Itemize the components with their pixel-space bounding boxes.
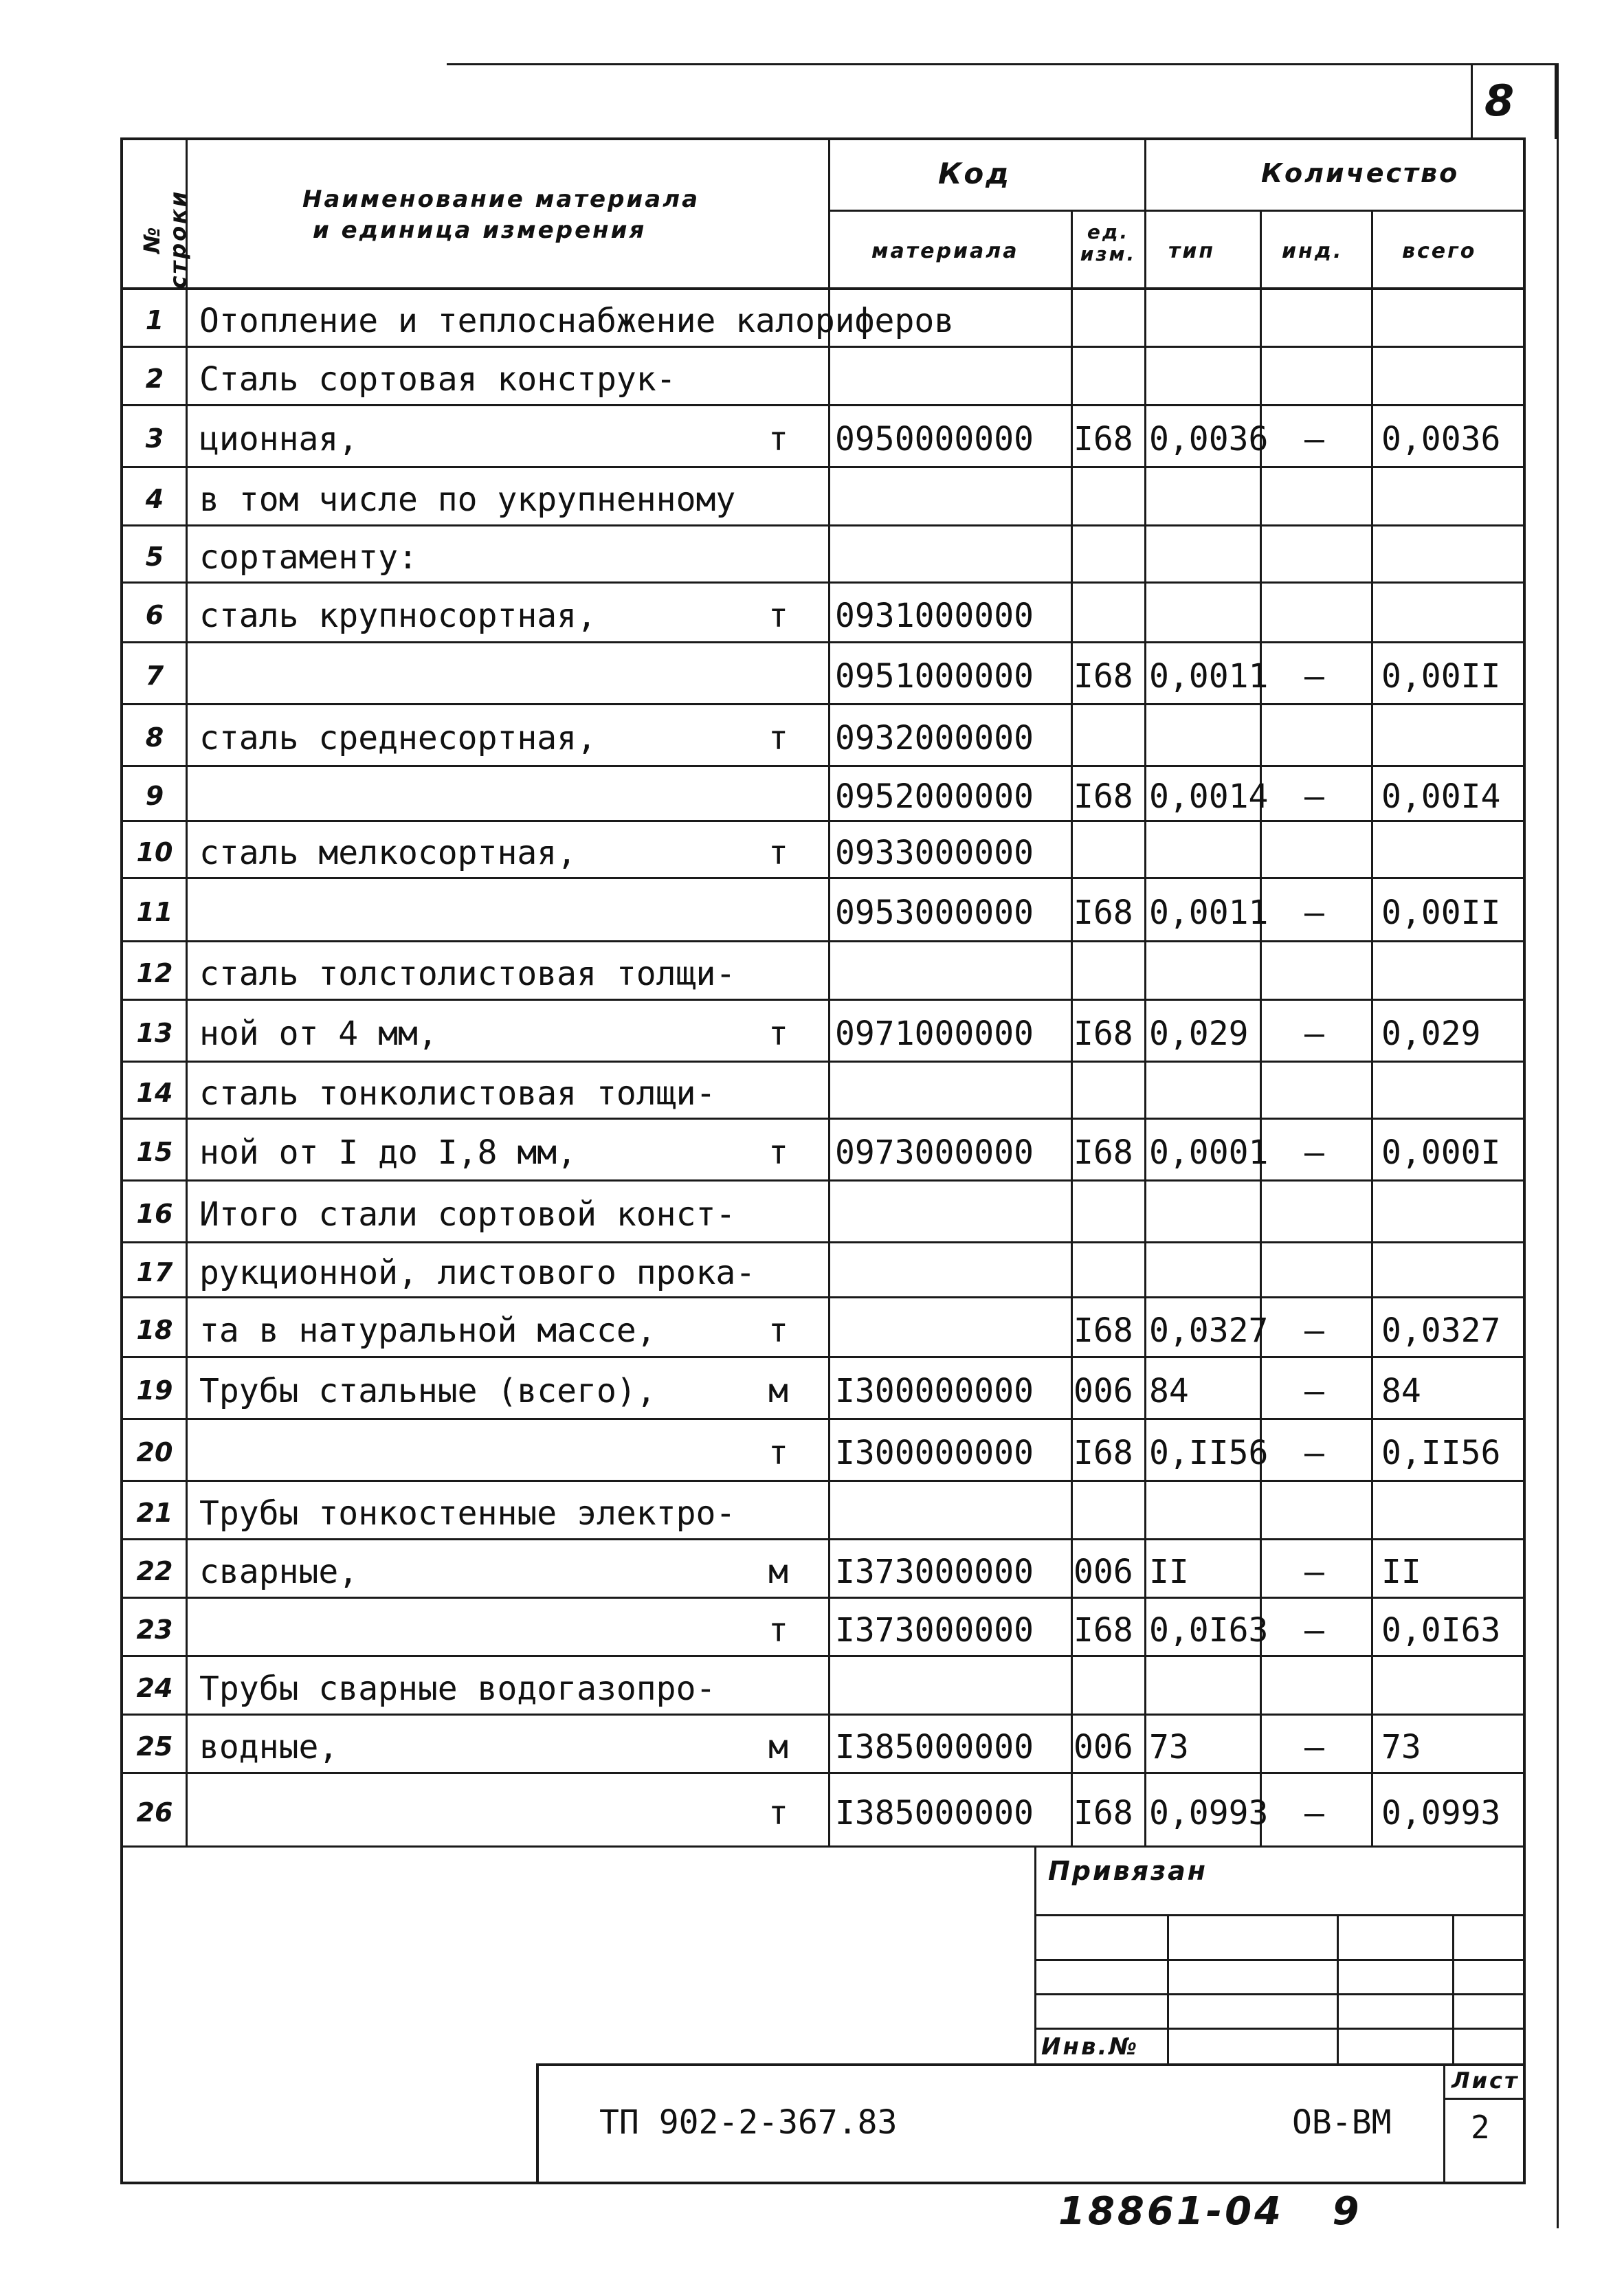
row-number: 7 bbox=[145, 661, 164, 691]
row-name: ной от 4 мм, bbox=[199, 1014, 438, 1053]
row-border bbox=[120, 641, 1526, 643]
row-name: сварные, bbox=[199, 1552, 359, 1591]
row-unit-code: I68 bbox=[1074, 1133, 1133, 1172]
row-border bbox=[120, 1356, 1526, 1358]
row-ind-qty: – bbox=[1304, 1133, 1324, 1172]
row-total-qty: 0,00I4 bbox=[1381, 777, 1501, 816]
row-border bbox=[120, 877, 1526, 879]
row-type-qty: II bbox=[1149, 1552, 1189, 1591]
row-name: сталь толстолистовая толщи- bbox=[199, 954, 736, 993]
row-number: 5 bbox=[145, 541, 164, 572]
row-type-qty: 84 bbox=[1149, 1372, 1189, 1410]
row-border bbox=[120, 999, 1526, 1001]
row-type-qty: 0,029 bbox=[1149, 1014, 1249, 1053]
row-unit: т bbox=[768, 1610, 788, 1650]
row-border bbox=[120, 346, 1526, 348]
row-code: I385000000 bbox=[835, 1727, 1034, 1766]
row-code: 0933000000 bbox=[835, 833, 1034, 872]
row-type-qty: 0,0327 bbox=[1149, 1311, 1269, 1350]
table-bottom-border bbox=[120, 2182, 1526, 2184]
row-number: 10 bbox=[136, 836, 173, 867]
row-unit-code: I68 bbox=[1074, 894, 1133, 932]
col-sep-ind bbox=[1371, 210, 1373, 1847]
row-unit: м bbox=[768, 1552, 788, 1591]
row-total-qty: 0,0327 bbox=[1381, 1311, 1501, 1350]
row-code: 0973000000 bbox=[835, 1133, 1034, 1172]
row-border bbox=[120, 1296, 1526, 1298]
stamp-left-border bbox=[1034, 1847, 1036, 2065]
row-ind-qty: – bbox=[1304, 1434, 1324, 1472]
row-name: та в натуральной массе, bbox=[199, 1311, 656, 1350]
row-ind-qty: – bbox=[1304, 1372, 1324, 1410]
row-total-qty: 0,00II bbox=[1381, 657, 1501, 696]
row-unit: т bbox=[768, 420, 788, 458]
row-ind-qty: – bbox=[1304, 1727, 1324, 1766]
row-name: ционная, bbox=[199, 420, 359, 458]
header-individual: инд. bbox=[1282, 239, 1344, 263]
row-number: 13 bbox=[136, 1018, 173, 1048]
row-unit-code: 006 bbox=[1074, 1727, 1133, 1766]
row-code: 0971000000 bbox=[835, 1014, 1034, 1053]
row-unit-code: I68 bbox=[1074, 657, 1133, 696]
row-name: водные, bbox=[199, 1727, 339, 1766]
row-ind-qty: – bbox=[1304, 1311, 1324, 1350]
row-unit: т bbox=[768, 833, 788, 872]
table-top-border bbox=[120, 137, 1526, 140]
row-number: 11 bbox=[136, 897, 173, 927]
header-total: всего bbox=[1402, 239, 1477, 263]
row-number: 26 bbox=[136, 1797, 173, 1828]
row-unit-code: 006 bbox=[1074, 1552, 1133, 1591]
row-name: сталь крупносортная, bbox=[199, 596, 597, 635]
row-code: 0931000000 bbox=[835, 596, 1034, 635]
row-number: 21 bbox=[136, 1497, 173, 1528]
row-total-qty: 84 bbox=[1381, 1372, 1421, 1410]
header-unit-code: ед. изм. bbox=[1080, 221, 1137, 266]
row-unit: т bbox=[768, 1434, 788, 1472]
row-code: 0952000000 bbox=[835, 777, 1034, 816]
row-type-qty: 0,0001 bbox=[1149, 1133, 1269, 1172]
row-border bbox=[120, 1845, 1526, 1848]
row-unit-code: I68 bbox=[1074, 1014, 1133, 1053]
row-border bbox=[120, 1597, 1526, 1599]
stamp-col-1 bbox=[1167, 1914, 1169, 2063]
row-name: Трубы сварные водогазопро- bbox=[199, 1669, 716, 1708]
row-type-qty: 0,0I63 bbox=[1149, 1610, 1269, 1650]
row-total-qty: 0,00II bbox=[1381, 894, 1501, 932]
archive-number: 18861-04 9 bbox=[1058, 2189, 1362, 2234]
row-border bbox=[120, 1179, 1526, 1182]
row-number: 16 bbox=[136, 1199, 173, 1229]
row-border bbox=[120, 1655, 1526, 1657]
header-row-no: № строки bbox=[139, 189, 191, 289]
row-code: 0932000000 bbox=[835, 719, 1034, 757]
row-total-qty: II bbox=[1381, 1552, 1421, 1591]
row-number: 23 bbox=[136, 1614, 173, 1645]
col-sep-material bbox=[1071, 210, 1073, 1847]
row-border bbox=[120, 404, 1526, 406]
row-number: 1 bbox=[145, 304, 164, 335]
row-border bbox=[120, 581, 1526, 584]
header-name-line1: Наименование материала bbox=[302, 186, 700, 213]
row-ind-qty: – bbox=[1304, 777, 1324, 816]
page-number: 8 bbox=[1484, 76, 1515, 126]
row-total-qty: 0,II56 bbox=[1381, 1434, 1501, 1472]
row-number: 22 bbox=[136, 1555, 173, 1586]
row-unit: м bbox=[768, 1727, 788, 1766]
row-border bbox=[120, 1480, 1526, 1482]
row-number: 24 bbox=[136, 1672, 173, 1703]
row-code: I373000000 bbox=[835, 1610, 1034, 1650]
row-unit: т bbox=[768, 1014, 788, 1053]
document-code: ТП 902-2-367.83 bbox=[599, 2103, 898, 2142]
row-unit: т bbox=[768, 1133, 788, 1172]
header-quantity: Количество bbox=[1261, 158, 1460, 188]
row-type-qty: 0,0036 bbox=[1149, 420, 1269, 458]
row-name: Трубы тонкостенные электро- bbox=[199, 1494, 736, 1533]
row-number: 18 bbox=[136, 1314, 173, 1345]
row-ind-qty: – bbox=[1304, 1552, 1324, 1591]
row-border bbox=[120, 1772, 1526, 1774]
row-number: 17 bbox=[136, 1257, 173, 1287]
row-name: сталь тонколистовая толщи- bbox=[199, 1074, 716, 1113]
row-name: рукционной, листового прока- bbox=[199, 1254, 756, 1292]
row-name: ной от I до I,8 мм, bbox=[199, 1133, 577, 1172]
document-section: ОВ-ВМ bbox=[1292, 2103, 1392, 2142]
row-border bbox=[120, 1538, 1526, 1540]
row-number: 12 bbox=[136, 957, 173, 988]
row-name: сталь мелкосортная, bbox=[199, 833, 577, 872]
row-border bbox=[120, 524, 1526, 526]
row-code: I300000000 bbox=[835, 1434, 1034, 1472]
row-code: 0953000000 bbox=[835, 894, 1034, 932]
row-name: Итого стали сортовой конст- bbox=[199, 1195, 736, 1234]
sheet-number: 2 bbox=[1471, 2109, 1490, 2146]
row-name: сталь среднесортная, bbox=[199, 719, 597, 757]
row-border bbox=[120, 466, 1526, 468]
row-number: 25 bbox=[136, 1731, 173, 1762]
header-bottom-border bbox=[120, 287, 1526, 290]
row-code: 0951000000 bbox=[835, 657, 1034, 696]
row-number: 19 bbox=[136, 1375, 173, 1406]
row-type-qty: 0,0993 bbox=[1149, 1793, 1269, 1832]
row-ind-qty: – bbox=[1304, 657, 1324, 696]
row-number: 20 bbox=[136, 1437, 173, 1467]
row-total-qty: 0,0993 bbox=[1381, 1793, 1501, 1832]
row-name: Отопление и теплоснабжение калориферов bbox=[199, 301, 955, 340]
row-type-qty: 0,0014 bbox=[1149, 777, 1269, 816]
col-sep-unit bbox=[1144, 137, 1146, 1847]
row-unit-code: I68 bbox=[1074, 1434, 1133, 1472]
row-unit: м bbox=[768, 1372, 788, 1410]
row-total-qty: 0,000I bbox=[1381, 1133, 1501, 1172]
row-total-qty: 0,029 bbox=[1381, 1014, 1481, 1053]
row-total-qty: 73 bbox=[1381, 1727, 1421, 1766]
row-number: 6 bbox=[145, 599, 164, 630]
col-sep-rownum bbox=[186, 137, 188, 1847]
row-ind-qty: – bbox=[1304, 420, 1324, 458]
row-border bbox=[120, 1714, 1526, 1716]
header-material: материала bbox=[871, 239, 1019, 263]
row-border bbox=[120, 703, 1526, 705]
row-unit-code: I68 bbox=[1074, 777, 1133, 816]
row-unit-code: I68 bbox=[1074, 1793, 1133, 1832]
row-border bbox=[120, 1241, 1526, 1243]
row-name: Сталь сортовая конструк- bbox=[199, 359, 676, 399]
row-border bbox=[120, 1418, 1526, 1420]
row-type-qty: 0,0011 bbox=[1149, 657, 1269, 696]
page-number-box-left bbox=[1471, 63, 1473, 139]
col-sep-name bbox=[828, 137, 830, 1847]
header-mid-rule bbox=[828, 210, 1526, 212]
stamp-col-2 bbox=[1337, 1914, 1339, 2063]
row-number: 3 bbox=[145, 423, 164, 454]
row-number: 2 bbox=[145, 363, 164, 394]
row-total-qty: 0,0036 bbox=[1381, 420, 1501, 458]
row-unit: т bbox=[768, 1793, 788, 1832]
row-number: 8 bbox=[145, 722, 164, 753]
page-edge-rule bbox=[1557, 63, 1559, 2228]
row-name: в том числе по укрупненному bbox=[199, 480, 736, 519]
sheet-label: Лист bbox=[1451, 2067, 1520, 2094]
row-ind-qty: – bbox=[1304, 1014, 1324, 1053]
row-name: Трубы стальные (всего), bbox=[199, 1372, 656, 1410]
titleblock-sheet-sep bbox=[1443, 2063, 1445, 2184]
row-border bbox=[120, 820, 1526, 822]
titleblock-sheet-rule bbox=[1443, 2098, 1526, 2100]
row-border bbox=[120, 1061, 1526, 1063]
row-type-qty: 0,0011 bbox=[1149, 894, 1269, 932]
row-border bbox=[120, 940, 1526, 942]
header-name-line2: и единица измерения bbox=[313, 217, 647, 244]
row-number: 15 bbox=[136, 1137, 173, 1167]
row-unit-code: I68 bbox=[1074, 1610, 1133, 1650]
row-type-qty: 0,II56 bbox=[1149, 1434, 1269, 1472]
row-type-qty: 73 bbox=[1149, 1727, 1189, 1766]
row-border bbox=[120, 765, 1526, 767]
row-ind-qty: – bbox=[1304, 1793, 1324, 1832]
table-right-border bbox=[1523, 137, 1526, 2184]
row-code: I385000000 bbox=[835, 1793, 1034, 1832]
row-code: I300000000 bbox=[835, 1372, 1034, 1410]
row-number: 9 bbox=[145, 781, 164, 811]
row-unit-code: I68 bbox=[1074, 1311, 1133, 1350]
header-code: Код bbox=[938, 157, 1012, 190]
top-rule bbox=[447, 63, 1557, 65]
stamp-inv-no: Инв.№ bbox=[1041, 2033, 1139, 2061]
row-unit: т bbox=[768, 596, 788, 635]
row-code: I373000000 bbox=[835, 1552, 1034, 1591]
row-number: 4 bbox=[145, 483, 164, 514]
titleblock-top bbox=[536, 2063, 1526, 2066]
row-ind-qty: – bbox=[1304, 894, 1324, 932]
row-border bbox=[120, 1118, 1526, 1120]
header-type: тип bbox=[1168, 239, 1216, 263]
row-number: 14 bbox=[136, 1077, 173, 1108]
stamp-privyazan: Привязан bbox=[1048, 1856, 1208, 1886]
row-total-qty: 0,0I63 bbox=[1381, 1610, 1501, 1650]
row-unit-code: I68 bbox=[1074, 420, 1133, 458]
row-unit: т bbox=[768, 1311, 788, 1350]
row-name: сортаменту: bbox=[199, 537, 418, 577]
row-code: 0950000000 bbox=[835, 420, 1034, 458]
table-left-border bbox=[120, 137, 123, 2184]
row-unit-code: 006 bbox=[1074, 1372, 1133, 1410]
titleblock-left bbox=[536, 2063, 539, 2184]
stamp-col-3 bbox=[1452, 1914, 1454, 2063]
row-ind-qty: – bbox=[1304, 1610, 1324, 1650]
row-unit: т bbox=[768, 719, 788, 757]
